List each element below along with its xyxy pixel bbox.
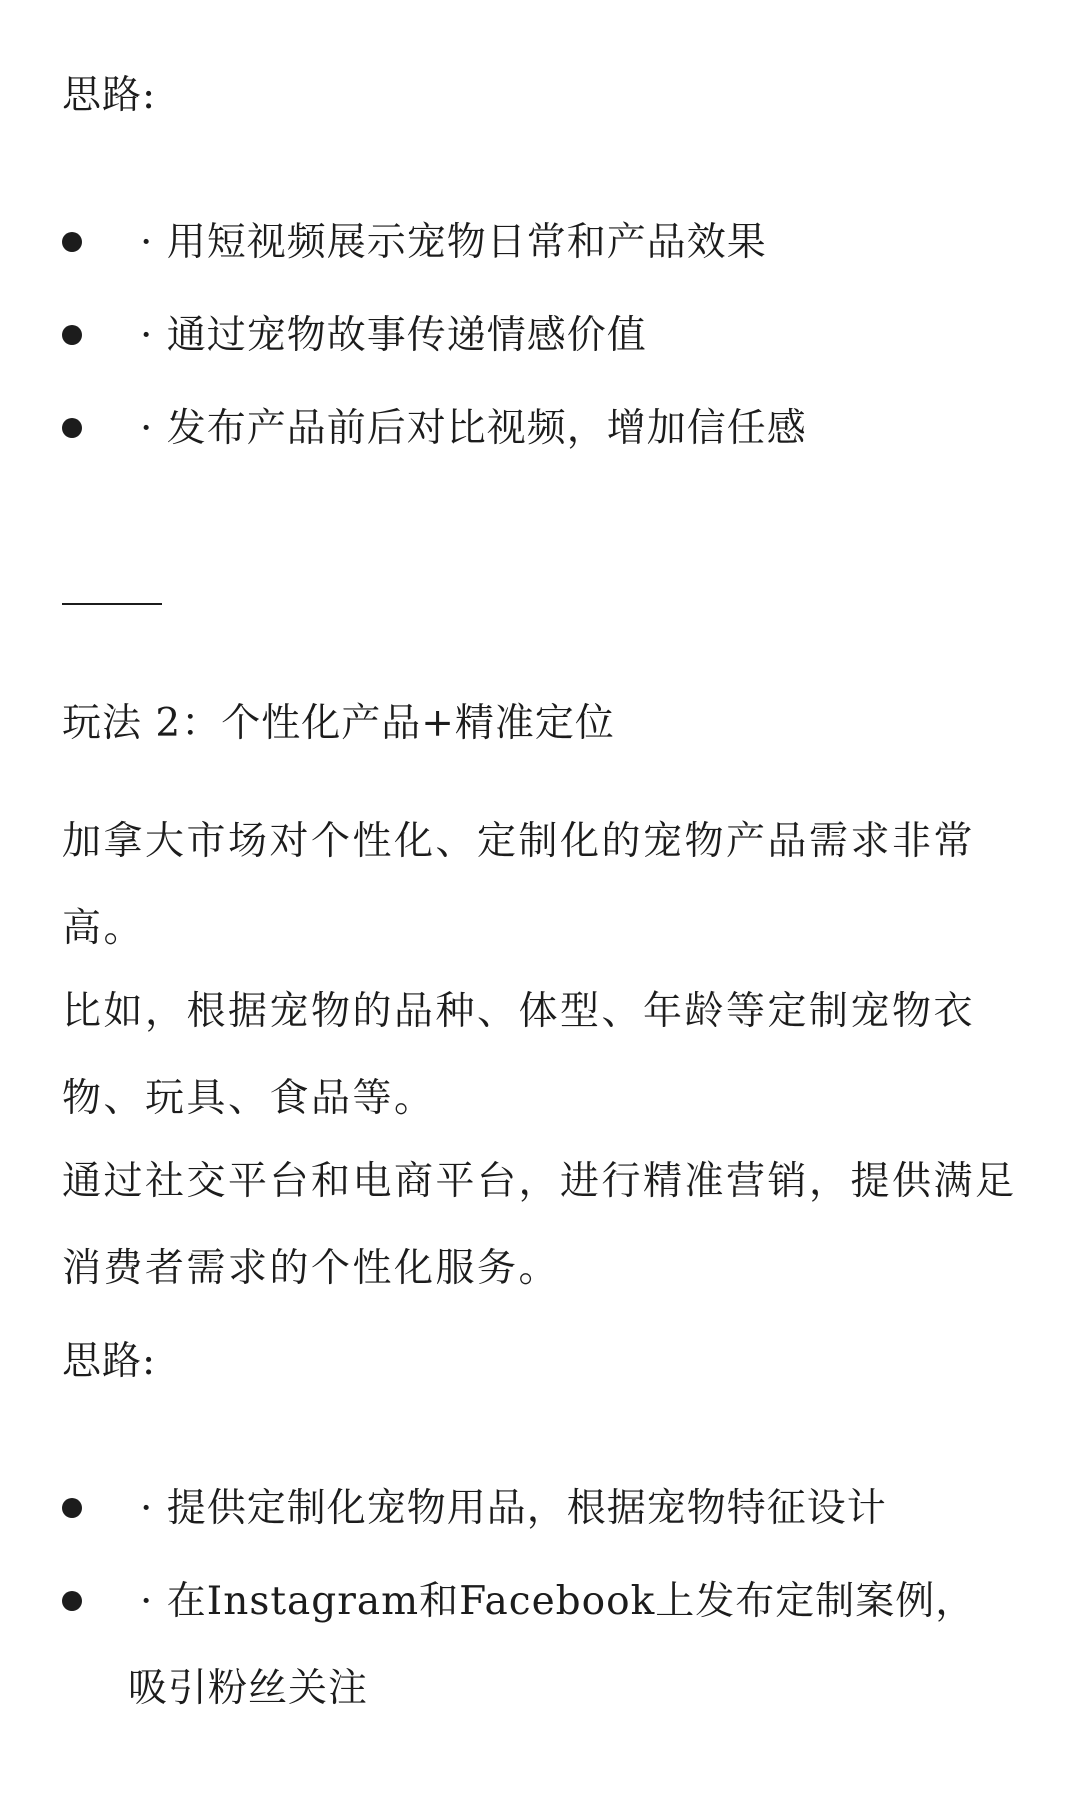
idea-heading: 思路: — [62, 73, 157, 118]
list-item-text: · 发布产品前后对比视频，增加信任感 — [140, 406, 807, 451]
paragraph: 加拿大市场对个性化、定制化的宠物产品需求非常高。 — [62, 819, 976, 951]
bullet-icon — [62, 232, 82, 252]
list-item — [62, 385, 1032, 472]
list-item — [62, 1465, 1032, 1552]
bullet-icon — [62, 1591, 82, 1611]
idea-heading: 思路: — [62, 1339, 157, 1384]
list-item-text: · 用短视频展示宠物日常和产品效果 — [140, 220, 767, 265]
list-item — [62, 292, 1032, 379]
bullet-icon — [62, 1498, 82, 1518]
bullet-icon — [62, 325, 82, 345]
section-title: 玩法 2：个性化产品+精准定位 — [62, 701, 615, 746]
list-item-text: · 提供定制化宠物用品，根据宠物特征设计 — [140, 1486, 887, 1531]
list-item-text: · 在Instagram和Facebook上发布定制案例，吸引粉丝关注 — [128, 1579, 976, 1711]
paragraph: 通过社交平台和电商平台，进行精准营销，提供满足消费者需求的个性化服务。 — [62, 1159, 1017, 1291]
section-divider — [62, 603, 162, 605]
paragraph: 比如，根据宠物的品种、体型、年龄等定制宠物衣物、玩具、食品等。 — [62, 989, 976, 1121]
bullet-icon — [62, 418, 82, 438]
list-item-text: · 通过宠物故事传递情感价值 — [140, 313, 647, 358]
list-item — [62, 199, 1032, 286]
list-item — [62, 1558, 1032, 1732]
